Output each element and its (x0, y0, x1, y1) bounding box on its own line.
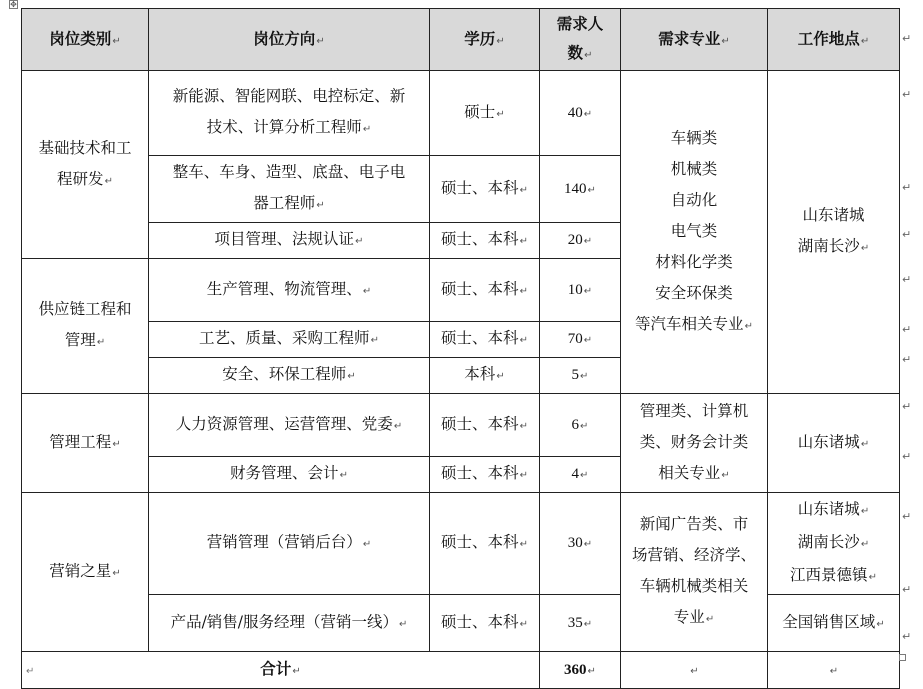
location-cell-marketing-back: 山东诸城↵ 湖南长沙↵ 江西景德镇↵ (768, 493, 900, 595)
direction-cell: 营销管理（营销后台）↵ (149, 493, 430, 595)
count-cell: 20↵ (540, 223, 621, 259)
row-end-mark: ↵ (902, 510, 912, 523)
education-cell: 硕士、本科↵ (430, 394, 540, 457)
count-cell: 10↵ (540, 259, 621, 322)
education-cell: 硕士、本科↵ (430, 457, 540, 493)
count-cell: 35↵ (540, 595, 621, 652)
total-count: 360↵ (540, 652, 621, 689)
total-row (22, 652, 900, 689)
count-cell: 40↵ (540, 71, 621, 156)
category-cell: 营销之星↵ (22, 493, 149, 652)
row-end-mark: ↵ (902, 88, 912, 101)
education-cell: 本科↵ (430, 358, 540, 394)
header-location: 工作地点↵ (768, 9, 900, 71)
row-end-mark: ↵ (902, 228, 912, 241)
count-cell: 5↵ (540, 358, 621, 394)
location-cell-marketing-front: 全国销售区域↵ (768, 595, 900, 652)
row-end-mark: ↵ (902, 450, 912, 463)
recruitment-table (21, 8, 900, 689)
row-end-mark: ↵ (902, 323, 912, 336)
row-end-marks (902, 0, 920, 660)
education-cell: 硕士、本科↵ (430, 259, 540, 322)
education-cell: 硕士、本科↵ (430, 156, 540, 223)
count-cell: 70↵ (540, 322, 621, 358)
paragraph-mark: ↵ (26, 666, 35, 677)
header-direction: 岗位方向↵ (149, 9, 430, 71)
total-location-empty: ↵ (768, 652, 900, 689)
table-row (22, 595, 900, 652)
category-cell: 供应链工程和 管理↵ (22, 259, 149, 394)
total-label: 合计↵ (22, 652, 540, 689)
table-resize-handle[interactable] (899, 654, 906, 661)
count-cell: 30↵ (540, 493, 621, 595)
education-cell: 硕士↵ (430, 71, 540, 156)
direction-cell: 人力资源管理、运营管理、党委↵ (149, 394, 430, 457)
row-end-mark: ↵ (902, 400, 912, 413)
row-end-mark: ↵ (902, 630, 912, 643)
education-cell: 硕士、本科↵ (430, 223, 540, 259)
table-row (22, 71, 900, 156)
count-cell: 6↵ (540, 394, 621, 457)
row-end-mark: ↵ (902, 353, 912, 366)
education-cell: 硕士、本科↵ (430, 322, 540, 358)
table-row (22, 493, 900, 595)
direction-cell: 整车、车身、造型、底盘、电子电 器工程师↵ (149, 156, 430, 223)
major-cell-tech-supply: 车辆类 机械类 自动化 电气类 材料化学类 安全环保类 等汽车相关专业↵ (621, 71, 768, 394)
row-end-mark: ↵ (902, 32, 912, 45)
direction-cell: 工艺、质量、采购工程师↵ (149, 322, 430, 358)
header-row (22, 9, 900, 71)
major-cell-management: 管理类、计算机 类、财务会计类 相关专业↵ (621, 394, 768, 493)
table-move-handle[interactable]: ✥ (10, 0, 17, 9)
row-end-mark: ↵ (902, 273, 912, 286)
direction-cell: 财务管理、会计↵ (149, 457, 430, 493)
header-headcount: 需求人 数↵ (540, 9, 621, 71)
direction-cell: 安全、环保工程师↵ (149, 358, 430, 394)
header-category: 岗位类别↵ (22, 9, 149, 71)
header-education: 学历↵ (430, 9, 540, 71)
category-cell: 管理工程↵ (22, 394, 149, 493)
row-end-mark: ↵ (902, 583, 912, 596)
category-cell: 基础技术和工 程研发↵ (22, 71, 149, 259)
header-major: 需求专业↵ (621, 9, 768, 71)
table-row (22, 394, 900, 457)
direction-cell: 新能源、智能网联、电控标定、新 技术、计算分析工程师↵ (149, 71, 430, 156)
direction-cell: 生产管理、物流管理、↵ (149, 259, 430, 322)
location-cell-tech-supply: 山东诸城 湖南长沙↵ (768, 71, 900, 394)
direction-cell: 产品/销售/服务经理（营销一线）↵ (149, 595, 430, 652)
major-cell-marketing: 新闻广告类、市 场营销、经济学、 车辆机械类相关 专业↵ (621, 493, 768, 652)
count-cell: 140↵ (540, 156, 621, 223)
education-cell: 硕士、本科↵ (430, 493, 540, 595)
location-cell-management: 山东诸城↵ (768, 394, 900, 493)
education-cell: 硕士、本科↵ (430, 595, 540, 652)
total-major-empty: ↵ (621, 652, 768, 689)
row-end-mark: ↵ (902, 181, 912, 194)
direction-cell: 项目管理、法规认证↵ (149, 223, 430, 259)
count-cell: 4↵ (540, 457, 621, 493)
